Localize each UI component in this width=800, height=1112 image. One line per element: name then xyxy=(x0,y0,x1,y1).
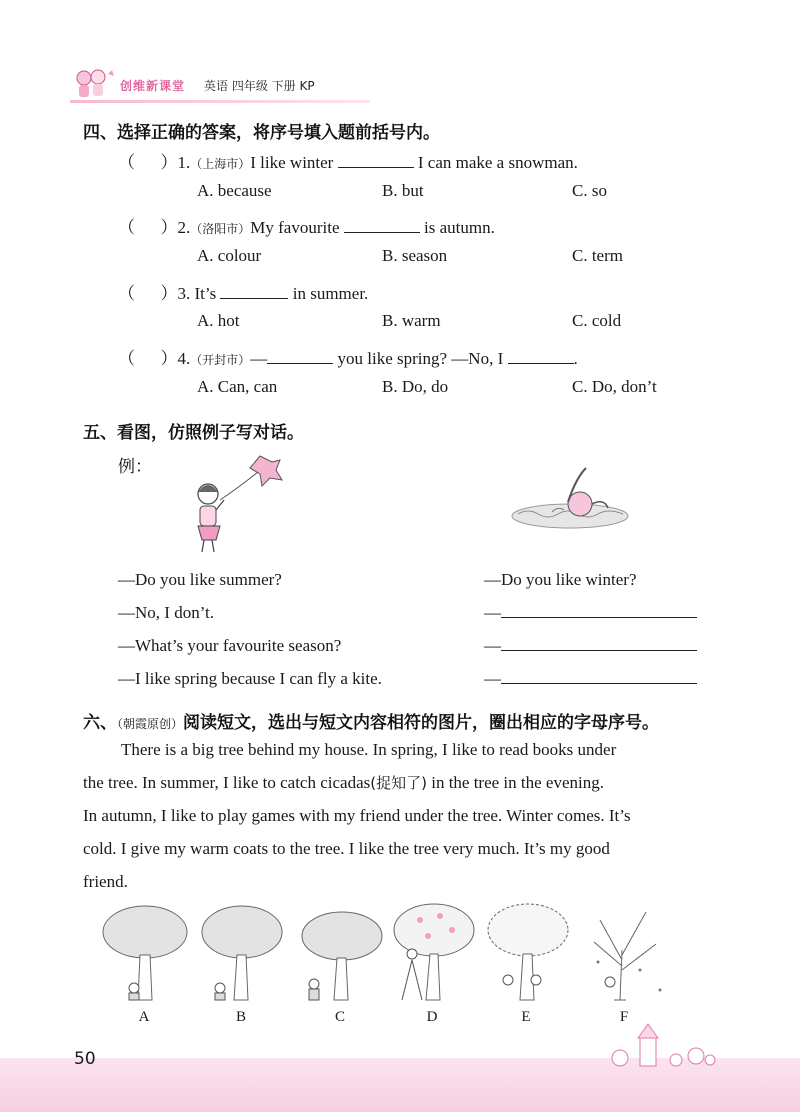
question-1: （ ）1.（上海市）I like winter I can make a snowman. xyxy=(118,153,578,172)
tree-picture-c[interactable] xyxy=(302,912,382,1000)
section-5-title: 五、看图，仿照例子写对话。 xyxy=(83,423,304,443)
dialog-left-line-1: —Do you like summer? xyxy=(118,570,282,589)
question-4: （ ）4.（开封市）— you like spring? —No, I . xyxy=(118,349,578,368)
question-3: （ ）3. It’s in summer. xyxy=(118,284,369,303)
passage-line-2: the tree. In summer, I like to catch cicadas(捉知了) in the tree in the evening. xyxy=(83,773,604,792)
blank-line[interactable] xyxy=(338,153,414,168)
castle-decoration-icon xyxy=(600,1022,720,1070)
tree-picture-d[interactable] xyxy=(394,904,474,1000)
page-number: 50 xyxy=(74,1049,96,1069)
label-e[interactable]: E xyxy=(521,1009,531,1025)
tree-pictures-row xyxy=(100,900,700,1008)
section-6-title: 六、（朝霞原创）阅读短文，选出与短文内容相符的图片，圈出相应的字母序号。 xyxy=(83,713,660,733)
label-a[interactable]: A xyxy=(138,1009,150,1025)
dialog-right-line-2: — xyxy=(484,603,697,623)
header-underline xyxy=(70,100,370,103)
dialog-left-line-4: —I like spring because I can fly a kite. xyxy=(118,669,382,688)
section-4-title: 四、选择正确的答案，将序号填入题前括号内。 xyxy=(83,123,440,143)
label-b[interactable]: B xyxy=(235,1009,246,1025)
q2-option-a: A. colour xyxy=(197,246,262,265)
tree-picture-e[interactable] xyxy=(488,904,568,1000)
q3-option-c: C. cold xyxy=(572,311,622,330)
tree-picture-b[interactable] xyxy=(202,906,282,1000)
tree-picture-a[interactable] xyxy=(103,906,187,1000)
dialog-right-line-1: —Do you like winter? xyxy=(484,570,637,589)
q4-option-a: A. Can, can xyxy=(197,377,278,396)
answer-line[interactable] xyxy=(501,636,697,651)
q2-option-b: B. season xyxy=(382,246,448,265)
book-info: 英语 四年级 下册 KP xyxy=(204,79,315,93)
q4-option-c: C. Do, don’t xyxy=(572,377,657,396)
dialog-left-line-3: —What’s your favourite season? xyxy=(118,636,342,655)
q2-option-c: C. term xyxy=(572,246,623,265)
page-header xyxy=(70,66,370,102)
label-f[interactable]: F xyxy=(619,1009,629,1025)
q1-option-a: A. because xyxy=(197,181,272,200)
answer-bracket[interactable]: （ xyxy=(118,349,161,368)
q1-option-c: C. so xyxy=(572,181,607,200)
answer-bracket[interactable]: （ xyxy=(118,284,161,303)
passage-line-3: In autumn, I like to play games with my friend under the tree. Winter comes. It’s xyxy=(83,806,631,825)
blank-line[interactable] xyxy=(344,218,420,233)
answer-bracket[interactable]: （ xyxy=(118,153,161,172)
passage-line-5: friend. xyxy=(83,872,128,891)
blank-line[interactable] xyxy=(220,284,288,299)
q4-option-b: B. Do, do xyxy=(382,377,449,396)
dialog-right-line-3: — xyxy=(484,636,697,656)
label-d[interactable]: D xyxy=(426,1009,438,1025)
answer-line[interactable] xyxy=(501,669,697,684)
dialog-left-line-2: —No, I don’t. xyxy=(118,603,215,622)
blank-line[interactable] xyxy=(508,349,574,364)
passage-line-4: cold. I give my warm coats to the tree. I like the tree very much. It’s my good xyxy=(83,839,610,858)
q3-option-a: A. hot xyxy=(197,311,240,330)
example-label: 例： xyxy=(118,457,152,477)
swimmer-icon xyxy=(508,458,633,533)
answer-line[interactable] xyxy=(501,603,697,618)
question-2: （ ）2.（洛阳市）My favourite is autumn. xyxy=(118,218,495,237)
q3-option-b: B. warm xyxy=(382,311,441,330)
dialog-right-line-4: — xyxy=(484,669,697,689)
brand-name: 创维新课堂 xyxy=(120,79,186,93)
answer-bracket[interactable]: （ xyxy=(118,218,161,237)
q1-option-b: B. but xyxy=(382,181,424,200)
passage-line-1: There is a big tree behind my house. In spring, I like to read books under xyxy=(121,740,617,759)
label-c[interactable]: C xyxy=(334,1009,345,1025)
girl-flying-kite-icon xyxy=(180,448,290,558)
blank-line[interactable] xyxy=(267,349,333,364)
tree-picture-f[interactable] xyxy=(594,912,662,1000)
cartoon-kids-logo-icon xyxy=(70,66,118,102)
